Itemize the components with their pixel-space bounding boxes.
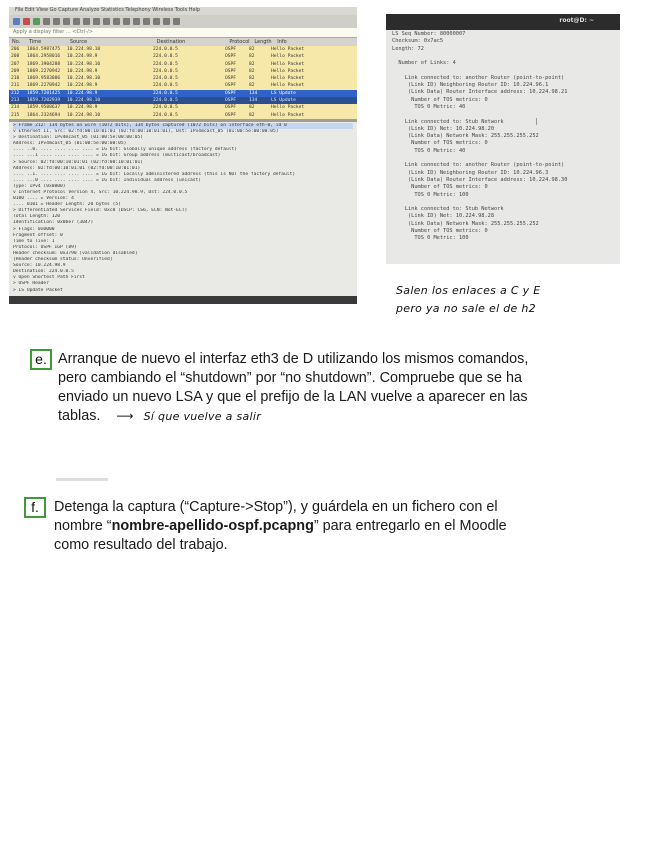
handwritten-line: pero ya no sale el de h2 <box>396 302 536 315</box>
packet-cell: 214 <box>11 105 20 111</box>
terminal-line: LS Seq Number: 80000007 <box>392 31 466 37</box>
detail-line: > Frame 212: 134 bytes on wire (1072 bits), 134 bytes captured (1072 bits) on interface eth-0, id 0 <box>13 123 353 129</box>
terminal-titlebar <box>386 14 620 30</box>
packet-cell: 1859.9508637 <box>27 105 61 111</box>
terminal-line <box>392 199 614 206</box>
detail-line: > Destination: IPv4mcast_05 (01:00:5e:00:00:05) <box>13 135 143 141</box>
wireshark-window <box>9 7 357 304</box>
column-header: Time <box>28 39 42 45</box>
detail-line: Address: 02:fd:00:10:01:01 (02:fd:00:10:01:01) <box>13 165 141 171</box>
faded-text-remnant <box>56 478 108 481</box>
terminal-line: Link connected to: another Router (point-to-point) <box>392 74 565 81</box>
go-to-packet-icon <box>113 18 120 25</box>
exercise-f-line: como resultado del trabajo. <box>54 537 228 553</box>
terminal-host: root@D: ~ <box>559 17 594 24</box>
detail-line: Destination: 224.0.0.5 <box>13 269 74 275</box>
packet-cell: 211 <box>11 83 20 89</box>
filename: nombre-apellido-ospf.pcapng <box>111 518 314 534</box>
terminal-line: Checksum: 0x7ac5 <box>392 38 444 45</box>
packet-cell: OSPF <box>225 98 237 104</box>
reload-icon <box>73 18 80 25</box>
terminal-line: (Link ID) Neighboring Router ID: 10.224.96.3 <box>392 169 549 176</box>
packet-cell: 1869.3904288 <box>27 61 61 67</box>
packet-row <box>9 46 357 53</box>
terminal-line: (Link ID) Net: 10.224.98.20 <box>392 125 495 132</box>
packet-row <box>9 97 357 104</box>
exercise-f-text-part: nombre “ <box>54 518 112 534</box>
handwritten-line: Salen los enlaces a C y E <box>396 284 541 297</box>
packet-cell: 10.224.98.10 <box>67 47 101 52</box>
handwritten-answer: Sí que vuelve a salir <box>143 410 262 423</box>
packet-cell: 82 <box>249 54 255 60</box>
packet-cell: 10.224.98.9 <box>67 83 98 89</box>
packet-row <box>9 68 357 75</box>
packet-cell: 82 <box>249 83 255 89</box>
packet-cell: 10.224.98.10 <box>67 112 101 118</box>
detail-line: Time to live: 1 <box>13 238 55 244</box>
detail-line: Identification: 0x0be7 (3047) <box>13 220 94 226</box>
packet-cell: 1869.2270942 <box>27 83 61 89</box>
detail-line: [Header checksum status: Unverified] <box>13 257 113 263</box>
mouse-cursor-icon <box>536 118 537 125</box>
packet-cell: 10.224.98.9 <box>67 105 98 111</box>
terminal-line <box>392 155 614 162</box>
terminal-line: Number of TOS metrics: 0 <box>392 228 488 235</box>
packet-cell: LS Update <box>271 98 296 104</box>
packet-cell: 208 <box>11 54 20 60</box>
terminal-line: (Link ID) Net: 10.224.98.28 <box>392 213 495 220</box>
shark-fin-icon <box>13 18 20 25</box>
packet-cell: 134 <box>249 98 258 104</box>
detail-line: .... ...0 .... .... .... .... = IG bit: Individual address (unicast) <box>13 177 202 183</box>
detail-line: Fragment offset: 0 <box>13 232 63 238</box>
packet-cell: 224.0.0.5 <box>153 76 178 82</box>
packet-cell: 224.0.0.5 <box>153 54 178 60</box>
stop-icon <box>23 18 30 25</box>
terminal-line: (Link ID) Neighboring Router ID: 10.224.96.1 <box>392 82 549 89</box>
packet-row <box>9 61 357 68</box>
open-icon <box>43 18 50 25</box>
packet-cell: 10.224.98.10 <box>67 98 101 104</box>
terminal-line: (Link Data) Router Interface address: 10.224.98.21 <box>392 89 568 96</box>
packet-cell: 215 <box>11 112 20 118</box>
wireshark-toolbar <box>9 15 357 28</box>
packet-cell: Hello Packet <box>271 61 305 67</box>
packet-cell: OSPF <box>225 76 237 82</box>
packet-cell: OSPF <box>225 54 237 60</box>
packet-cell: OSPF <box>225 112 237 118</box>
detail-line: > LS Update Packet <box>13 287 63 293</box>
exercise-e-text <box>58 350 528 426</box>
packet-cell: 213 <box>11 98 20 104</box>
packet-row <box>9 53 357 60</box>
terminal-line: TOS 0 Metric: 100 <box>392 191 469 198</box>
exercise-e-line: tablas. <box>58 408 101 424</box>
packet-cell: 210 <box>11 76 20 82</box>
packet-row <box>9 82 357 89</box>
packet-row <box>9 75 357 82</box>
packet-cell: 10.224.98.10 <box>67 76 101 82</box>
column-header: Source <box>69 39 88 45</box>
detail-line: v Ethernet II, Src: 02:fd:00:10:01:01 (02:fd:00:10:01:01), Dst: IPv4mcast_05 (01:00:5e:00:00:05) <box>13 129 279 135</box>
detail-line: Type: IPv4 (0x0800) <box>13 183 66 189</box>
packet-cell: OSPF <box>225 68 237 74</box>
detail-line: Address: IPv4mcast_05 (01:00:5e:00:00:05) <box>13 141 127 147</box>
terminal-line: Link connected to: Stub Network <box>392 206 504 213</box>
packet-cell: OSPF <box>225 47 237 52</box>
exercise-e-line: Arranque de nuevo el interfaz eth3 de D utilizando los mismos comandos, <box>58 351 529 367</box>
packet-row <box>9 90 357 97</box>
packet-cell: 10.224.98.9 <box>67 90 98 96</box>
handwritten-note <box>396 282 540 318</box>
column-header: Destination <box>156 39 186 45</box>
detail-line: Header checksum: 0x3790 [validation disabled] <box>13 250 138 256</box>
exercise-e-line: pero cambiando el “shutdown” por “no shutdown”. Compruebe que se ha <box>58 370 522 386</box>
detail-line: Protocol: OSPF IGP (89) <box>13 244 77 250</box>
packet-row <box>9 112 357 119</box>
packet-cell: 224.0.0.5 <box>153 68 178 74</box>
packet-cell: Hello Packet <box>271 68 305 74</box>
packet-cell: 224.0.0.5 <box>153 112 178 118</box>
packet-cell: 134 <box>249 90 258 96</box>
detail-line: .... ..0. .... .... .... .... = LG bit: Globally unique address (factory default) <box>13 147 238 153</box>
exercise-f-text <box>54 498 507 555</box>
terminal-line <box>392 67 614 74</box>
packet-cell: 82 <box>249 61 255 67</box>
terminal-line: Number of TOS metrics: 0 <box>392 184 488 191</box>
packet-cell: Hello Packet <box>271 83 305 89</box>
detail-line: 0100 .... = Version: 4 <box>13 196 74 202</box>
terminal-line: Number of TOS metrics: 0 <box>392 96 488 103</box>
terminal-line: TOS 0 Metric: 40 <box>392 103 466 110</box>
packet-list-header <box>9 38 357 46</box>
column-header: Length <box>254 39 272 45</box>
packet-cell: 82 <box>249 76 255 82</box>
packet-cell: 1869.9583006 <box>27 76 61 82</box>
packet-cell: Hello Packet <box>271 76 305 82</box>
photo-bottom-edge <box>9 296 357 304</box>
exercise-e-line-last <box>58 407 528 426</box>
packet-cell: 82 <box>249 68 255 74</box>
packet-cell: 1869.2270942 <box>27 68 61 74</box>
packet-cell: 82 <box>249 47 255 52</box>
packet-cell: 10.224.98.9 <box>67 68 98 74</box>
packet-cell: 209 <box>11 68 20 74</box>
packet-cell: 224.0.0.5 <box>153 98 178 104</box>
packet-cell: 82 <box>249 112 255 118</box>
forward-icon <box>103 18 110 25</box>
detail-line: > OSPF Header <box>13 281 49 287</box>
packet-cell: 1859.7202939 <box>27 98 61 104</box>
packet-cell: 1864.5987475 <box>27 47 61 52</box>
packet-cell: OSPF <box>225 90 237 96</box>
packet-cell: 224.0.0.5 <box>153 47 178 52</box>
packet-details <box>9 122 357 295</box>
packet-cell: 10.224.98.9 <box>67 54 98 60</box>
terminal-output <box>386 30 620 244</box>
exercise-e-label: e. <box>30 349 52 370</box>
packet-cell: Hello Packet <box>271 105 305 111</box>
search-icon <box>83 18 90 25</box>
detail-line: .... ..1. .... .... .... .... = LG bit: Locally administered address (this is NOT the factory default) <box>13 171 296 177</box>
packet-cell: 82 <box>249 105 255 111</box>
terminal-line: (Link Data) Network Mask: 255.255.255.252 <box>392 220 539 227</box>
last-packet-icon <box>133 18 140 25</box>
terminal-line: (Link Data) Router Interface address: 10.224.98.30 <box>392 176 568 183</box>
autoscroll-icon <box>143 18 150 25</box>
packet-cell: Hello Packet <box>271 47 305 52</box>
packet-cell: Hello Packet <box>271 112 305 118</box>
detail-line: > Differentiated Services Field: 0xc0 (DSCP: CS6, ECN: Not-ECT) <box>13 208 188 214</box>
terminal-line <box>392 53 614 60</box>
packet-cell: 224.0.0.5 <box>153 61 178 67</box>
packet-cell: 206 <box>11 47 20 52</box>
terminal-line: Number of Links: 4 <box>392 60 456 67</box>
terminal-line <box>392 111 614 118</box>
packet-cell: Hello Packet <box>271 54 305 60</box>
detail-line: v Internet Protocol Version 4, Src: 10.224.98.9, Dst: 224.0.0.5 <box>13 190 188 195</box>
terminal-line: Length: 72 <box>392 45 424 52</box>
terminal-line: Link connected to: Stub Network <box>392 118 504 125</box>
detail-line: Total Length: 120 <box>13 214 61 220</box>
wireshark-photo <box>9 7 357 304</box>
display-filter-input: Apply a display filter ... <Ctrl-/> <box>9 28 357 38</box>
packet-cell: 212 <box>11 90 20 96</box>
packet-cell: 224.0.0.5 <box>153 105 178 111</box>
detail-line: .... ...1 .... .... .... .... = IG bit: Group address (multicast/broadcast) <box>13 153 221 159</box>
detail-line: > Source: 02:fd:00:10:01:01 (02:fd:00:10:01:01) <box>13 159 143 165</box>
packet-cell: OSPF <box>225 83 237 89</box>
colorize-icon <box>153 18 160 25</box>
terminal-photo <box>386 14 620 264</box>
packet-list <box>9 46 357 119</box>
terminal-line: Number of TOS metrics: 0 <box>392 140 488 147</box>
packet-cell: LS Update <box>271 90 296 96</box>
exercise-f-text-part: ” para entregarlo en el Moodle <box>313 518 507 534</box>
column-header: Protocol <box>229 39 250 45</box>
packet-cell: 224.0.0.5 <box>153 90 178 96</box>
packet-cell: 1864.2958016 <box>27 54 61 60</box>
packet-cell: OSPF <box>225 105 237 111</box>
exercise-f-line <box>54 517 507 536</box>
terminal-line: TOS 0 Metric: 100 <box>392 235 469 242</box>
handwritten-arrow-icon: ⟶ <box>116 409 134 423</box>
close-file-icon <box>63 18 70 25</box>
exercise-f-label: f. <box>24 497 46 518</box>
first-packet-icon <box>123 18 130 25</box>
zoom-in-icon <box>163 18 170 25</box>
packet-cell: 1859.7201425 <box>27 90 61 96</box>
exercise-f-line: Detenga la captura (“Capture->Stop”), y guárdela en un fichero con el <box>54 499 498 515</box>
restart-icon <box>33 18 40 25</box>
detail-line: > Flags: 0x0000 <box>13 226 55 232</box>
packet-cell: OSPF <box>225 61 237 67</box>
packet-cell: 10.224.98.10 <box>67 61 101 67</box>
column-header: Info <box>277 39 287 45</box>
back-icon <box>93 18 100 25</box>
packet-row <box>9 104 357 111</box>
column-header: No. <box>12 39 21 45</box>
terminal-line: Link connected to: another Router (point-to-point) <box>392 162 565 169</box>
detail-line: .... 0101 = Header Length: 20 bytes (5) <box>13 202 121 208</box>
packet-cell: 1864.2324694 <box>27 112 61 118</box>
exercise-e-line: enviado un nuevo LSA y que el prefijo de la LAN vuelve a aparecer en las <box>58 389 528 405</box>
zoom-out-icon <box>173 18 180 25</box>
terminal-line: TOS 0 Metric: 40 <box>392 147 466 154</box>
save-icon <box>53 18 60 25</box>
terminal-line: (Link Data) Network Mask: 255.255.255.252 <box>392 133 539 140</box>
packet-cell: 207 <box>11 61 20 67</box>
packet-cell: 224.0.0.5 <box>153 83 178 89</box>
wireshark-menubar: File Edit View Go Capture Analyze Statistics Telephony Wireless Tools Help <box>9 7 357 15</box>
detail-line: v Open Shortest Path First <box>13 275 85 281</box>
detail-line: Source: 10.224.98.9 <box>13 263 66 269</box>
